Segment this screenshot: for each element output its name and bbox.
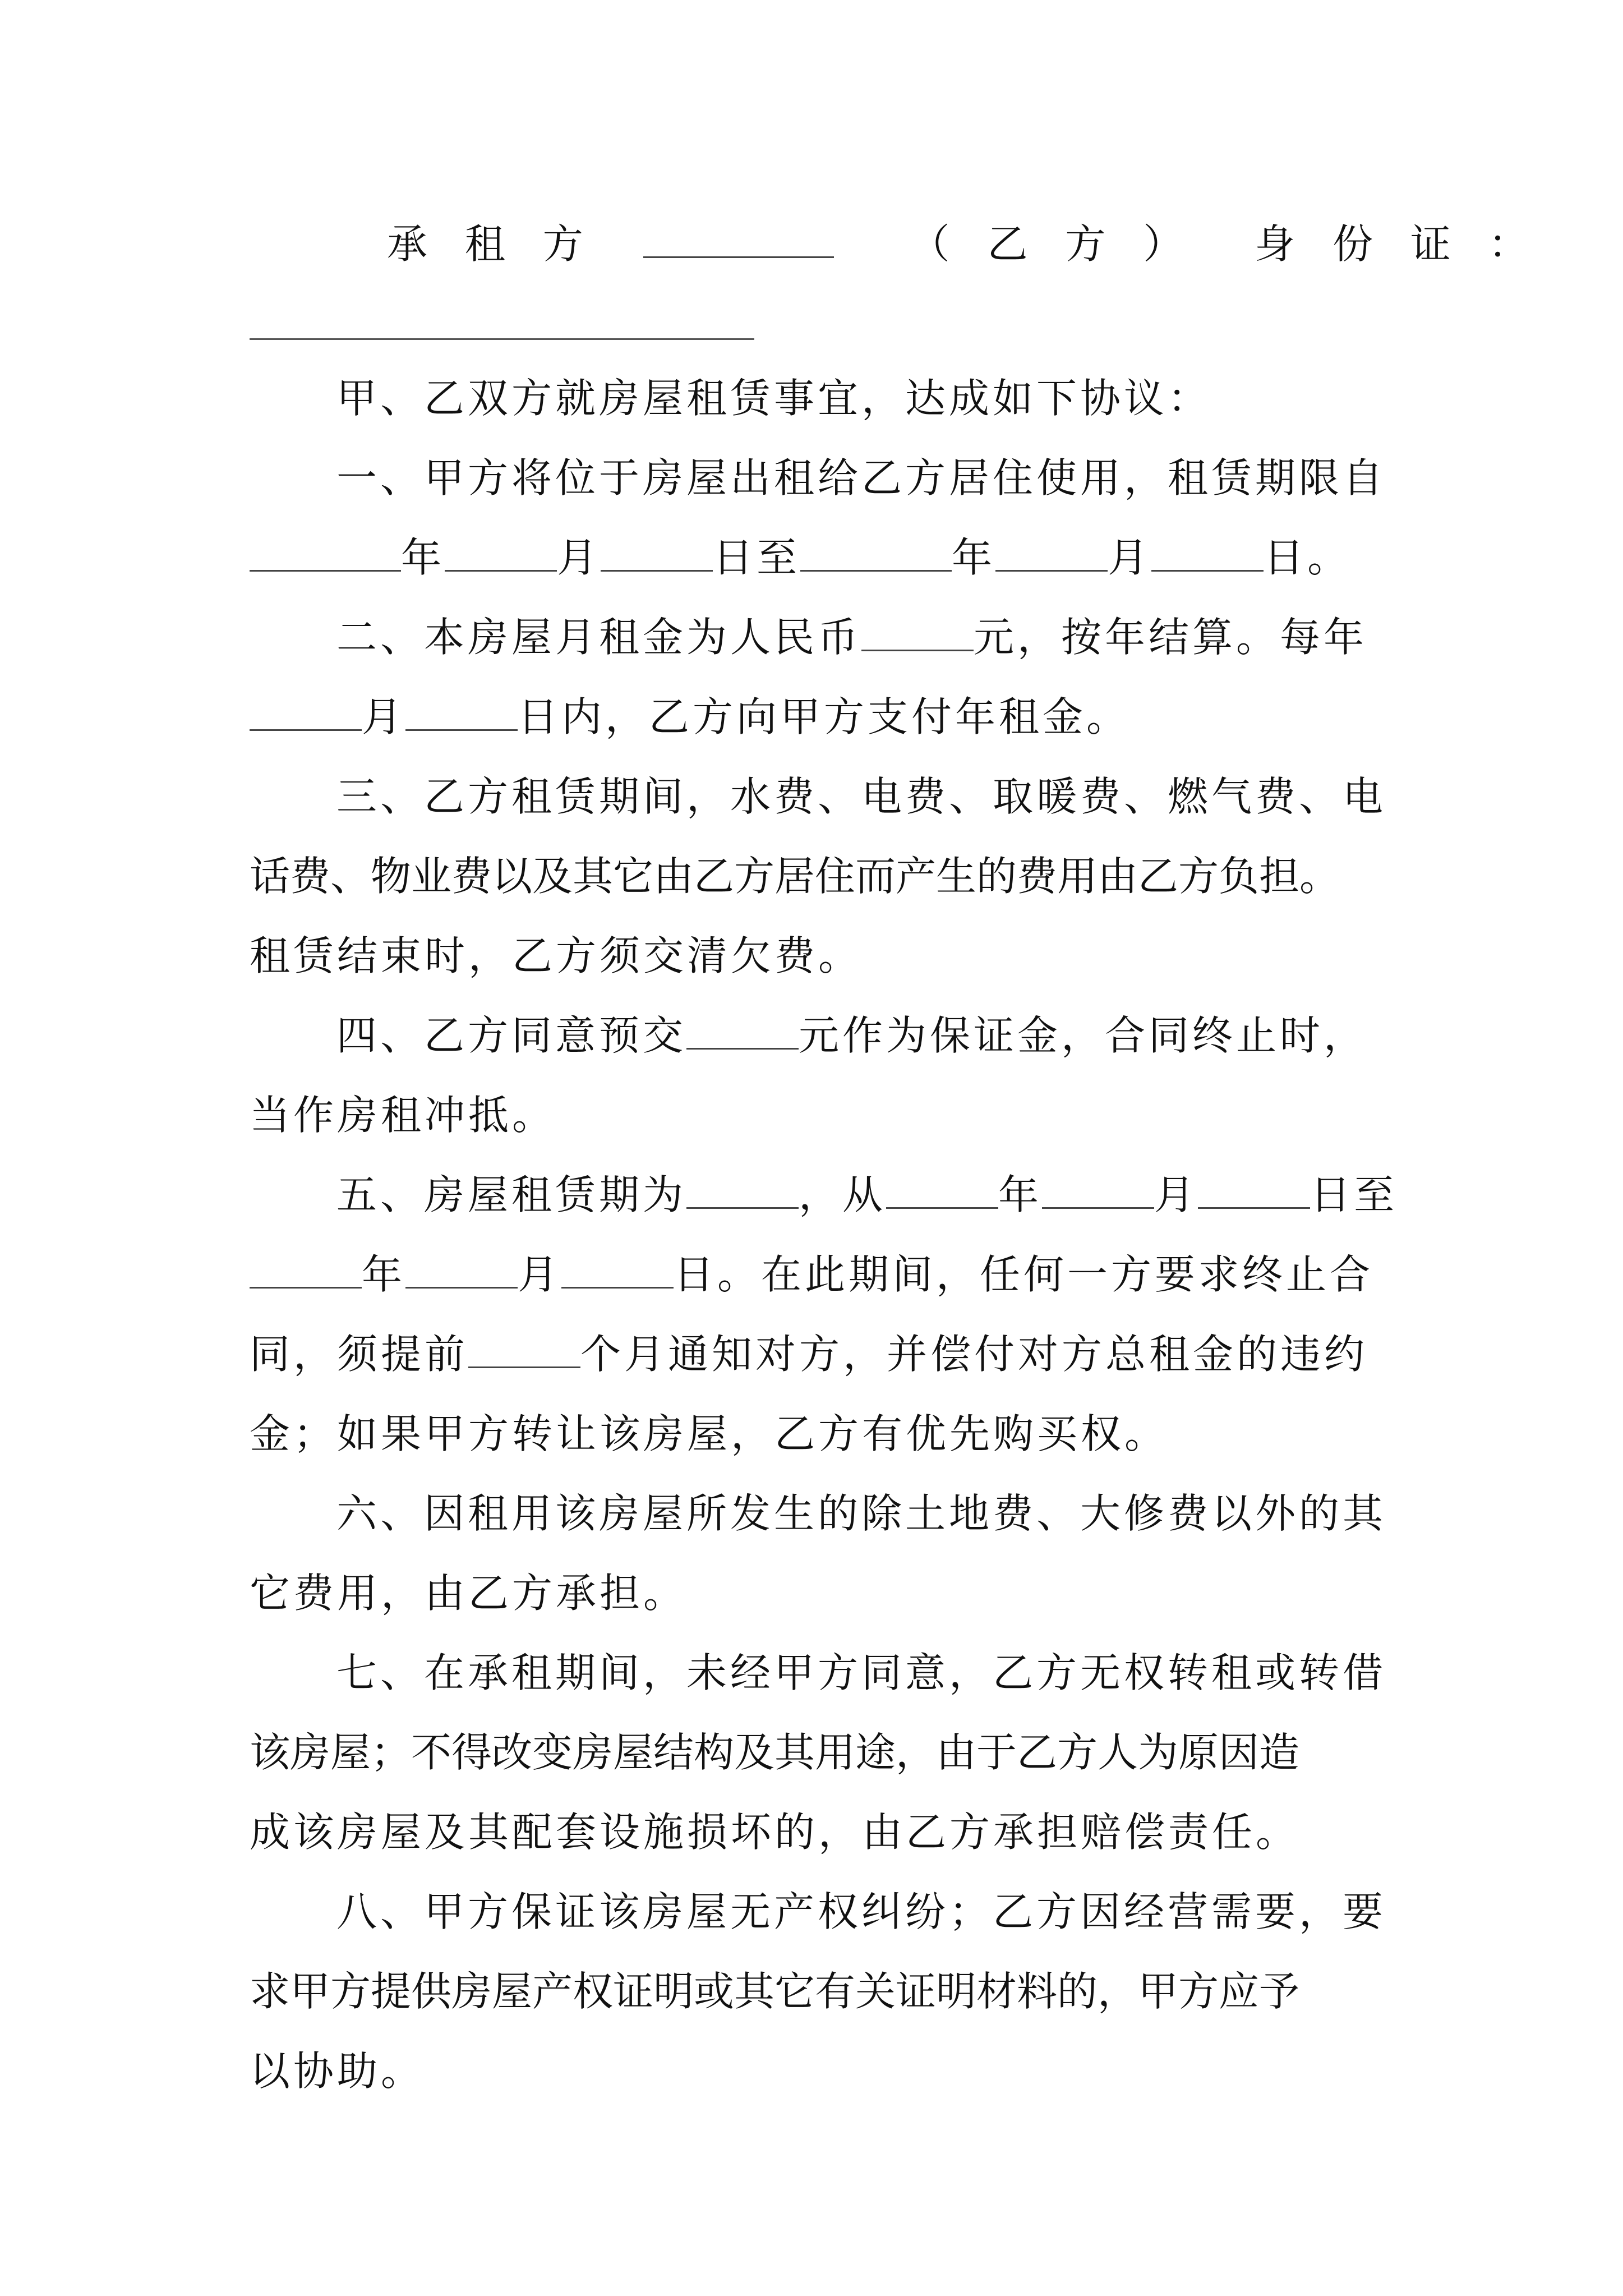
clause-5-end-day-blank — [561, 1252, 674, 1289]
clause-5-line-1 — [336, 1156, 1398, 1234]
clause-1-end-day-blank — [1151, 535, 1264, 572]
clause-4-line-2 — [250, 1076, 1388, 1154]
clause-4-deposit-blank — [686, 1013, 799, 1050]
lessee-label: 承 租 方 — [387, 220, 596, 268]
clause-3-text-2: 话费、物业费以及其它由乙方居住而产生的费用由乙方负担。 — [250, 853, 1340, 900]
clause-7-line-3 — [250, 1793, 1388, 1871]
clause-1-text: 一、甲方将位于房屋出租给乙方居住使用，租赁期限自 — [336, 454, 1387, 501]
clause-2-day-blank — [405, 694, 518, 731]
lessee-party-label: （ 乙 方 ） — [909, 220, 1196, 268]
clause-1-start-day-blank — [601, 535, 713, 572]
clause-4-text-a: 四、乙方同意预交 — [336, 1012, 687, 1059]
clause-6-text-1: 六、因租用该房屋所发生的除土地费、大修费以外的其 — [336, 1490, 1387, 1537]
clause-6-line-2 — [250, 1554, 1388, 1632]
clause-2-month-label: 月 — [362, 693, 406, 740]
clause-5-text-a: 五、房屋租赁期为 — [336, 1171, 687, 1218]
clause-2-text-c: 日内，乙方向甲方支付年租金。 — [518, 693, 1131, 740]
clause-1-end-day-label: 日。 — [1264, 534, 1352, 581]
clause-2-month-blank — [250, 694, 362, 731]
clause-5-end-month-label: 月 — [518, 1251, 562, 1298]
clause-3-text-3: 租赁结束时，乙方须交清欠费。 — [250, 932, 863, 979]
clause-2-text-a: 二、本房屋月租金为人民币 — [336, 614, 862, 661]
clause-5-end-year-label: 年 — [362, 1251, 406, 1298]
clause-5-text-e: 个月通知对方，并偿付对方总租金的违约 — [580, 1331, 1368, 1378]
clause-5-end-month-blank — [405, 1252, 518, 1289]
clause-7-text-2: 该房屋；不得改变房屋结构及其用途，由于乙方人为原因造 — [250, 1729, 1300, 1776]
clause-5-notice-blank — [468, 1332, 580, 1368]
lessee-id-label: 身 份 证 ： — [1255, 220, 1541, 268]
clause-1-end-month-label: 月 — [1108, 534, 1152, 581]
clause-3-line-1 — [336, 757, 1385, 836]
clause-7-line-2 — [250, 1713, 1388, 1792]
clause-5-text-d: 同，须提前 — [250, 1331, 469, 1378]
clause-5-text-c: 日。在此期间，任何一方要求终止合 — [674, 1251, 1374, 1298]
clause-5-text-4: 金；如果甲方转让该房屋，乙方有优先购买权。 — [250, 1410, 1169, 1457]
lessee-line — [387, 205, 1541, 283]
lessee-id-blank — [250, 338, 754, 340]
clause-2-rent-blank — [861, 615, 974, 651]
clause-5-year-label: 年 — [998, 1171, 1043, 1218]
clause-5-day-to-label: 日至 — [1310, 1171, 1398, 1218]
clause-3-line-3 — [250, 917, 1388, 995]
clause-5-end-year-blank — [250, 1252, 362, 1289]
clause-8-text-3: 以协助。 — [250, 2047, 425, 2095]
clause-5-text-b: ，从 — [799, 1171, 887, 1218]
clause-5-start-day-blank — [1198, 1172, 1310, 1209]
clause-1-line-2 — [250, 518, 1388, 597]
clause-1-year-label: 年 — [401, 534, 445, 581]
clause-8-line-1 — [336, 1872, 1385, 1951]
clause-5-line-3 — [250, 1315, 1388, 1393]
clause-7-text-1: 七、在承租期间，未经甲方同意，乙方无权转租或转借 — [336, 1649, 1387, 1696]
clause-1-end-year-label: 年 — [952, 534, 996, 581]
clause-8-text-1: 八、甲方保证该房屋无产权纠纷；乙方因经营需要，要 — [336, 1888, 1387, 1935]
clause-5-month-label: 月 — [1154, 1171, 1198, 1218]
clause-3-text-1: 三、乙方租赁期间，水费、电费、取暖费、燃气费、电 — [336, 773, 1387, 820]
clause-4-text-2: 当作房租冲抵。 — [250, 1092, 556, 1139]
clause-4-line-1 — [336, 996, 1385, 1075]
clause-5-line-4 — [250, 1395, 1388, 1473]
clause-6-line-1 — [336, 1474, 1385, 1553]
clause-3-line-2 — [250, 837, 1388, 915]
clause-5-line-2 — [250, 1235, 1388, 1314]
clause-2-line-2 — [250, 678, 1388, 756]
clause-1-start-month-blank — [445, 535, 557, 572]
clause-8-line-3 — [250, 2032, 1388, 2110]
clause-5-term-blank — [686, 1172, 799, 1209]
clause-1-end-month-blank — [995, 535, 1108, 572]
clause-8-line-2 — [250, 1952, 1388, 2031]
clause-8-text-2: 求甲方提供房屋产权证明或其它有关证明材料的，甲方应予 — [250, 1968, 1300, 2015]
clause-7-line-1 — [336, 1634, 1385, 1712]
clause-2-line-1 — [336, 598, 1385, 677]
clause-5-start-year-blank — [886, 1172, 998, 1209]
clause-2-text-b: 元，按年结算。每年 — [974, 614, 1368, 661]
clause-1-end-year-blank — [800, 535, 952, 572]
intro-text: 甲、乙双方就房屋租赁事宜，达成如下协议： — [336, 375, 1212, 422]
lessee-name-blank — [643, 222, 834, 258]
clause-6-text-2: 它费用，由乙方承担。 — [250, 1570, 688, 1617]
clause-7-text-3: 成该房屋及其配套设施损坏的，由乙方承担赔偿责任。 — [250, 1809, 1300, 1856]
intro-paragraph — [336, 359, 1385, 438]
clause-5-start-month-blank — [1042, 1172, 1154, 1209]
clause-1-start-year-blank — [250, 535, 401, 572]
clause-1-month-label: 月 — [557, 534, 601, 581]
clause-1-line-1 — [336, 439, 1385, 517]
clause-1-day-to-label: 日至 — [713, 534, 801, 581]
clause-4-text-b: 元作为保证金，合同终止时， — [799, 1012, 1368, 1059]
